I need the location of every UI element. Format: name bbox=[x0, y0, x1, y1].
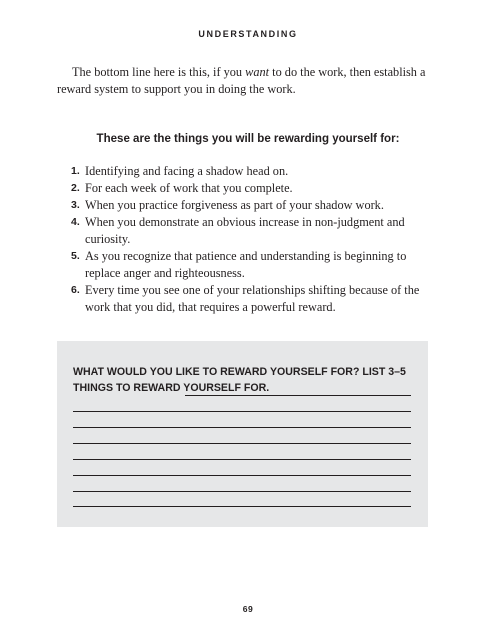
reward-item-2 bbox=[57, 180, 422, 197]
reward-item-1 bbox=[57, 163, 422, 180]
reward-item-3 bbox=[57, 197, 422, 214]
reward-item-4 bbox=[57, 214, 422, 248]
reward-text: As you recognize that patience and understanding is beginning to replace anger and righteousness. bbox=[85, 249, 407, 280]
intro-text-start: The bottom line here is this, if you bbox=[72, 65, 246, 79]
intro-text-end: to do the work, then establish a reward system to support you in doing the work. bbox=[57, 65, 426, 96]
reward-number: 5. bbox=[71, 250, 80, 262]
reward-item-5 bbox=[57, 248, 422, 282]
answer-line-6[interactable] bbox=[73, 475, 411, 476]
answer-line-4[interactable] bbox=[73, 443, 411, 444]
reward-text: When you demonstrate an obvious increase in non-judgment and curiosity. bbox=[85, 215, 405, 246]
page-number: 69 bbox=[242, 604, 254, 614]
reward-text: Identifying and facing a shadow head on. bbox=[85, 164, 289, 178]
reward-text: Every time you see one of your relationships shifting because of the work that you did, that requires a powerful reward. bbox=[85, 283, 420, 314]
reward-text: When you practice forgiveness as part of your shadow work. bbox=[85, 198, 384, 212]
reward-item-6 bbox=[57, 282, 422, 316]
reward-number: 4. bbox=[71, 216, 80, 228]
reward-list bbox=[57, 163, 422, 316]
exercise-prompt: WHAT WOULD YOU LIKE TO REWARD YOURSELF FOR? LIST 3–5 THINGS TO REWARD YOURSELF FOR. bbox=[73, 366, 406, 394]
reward-number: 2. bbox=[71, 182, 80, 194]
exercise-box bbox=[57, 341, 428, 527]
answer-line-1[interactable] bbox=[185, 395, 411, 396]
answer-line-8[interactable] bbox=[73, 506, 411, 507]
intro-paragraph bbox=[57, 64, 452, 98]
running-head: UNDERSTANDING bbox=[198, 29, 298, 39]
answer-line-5[interactable] bbox=[73, 459, 411, 460]
reward-number: 1. bbox=[71, 165, 80, 177]
reward-number: 6. bbox=[71, 284, 80, 296]
answer-line-3[interactable] bbox=[73, 427, 411, 428]
reward-number: 3. bbox=[71, 199, 80, 211]
reward-text: For each week of work that you complete. bbox=[85, 181, 293, 195]
intro-emphasis: want bbox=[245, 65, 270, 79]
answer-line-2[interactable] bbox=[73, 411, 411, 412]
section-heading: These are the things you will be rewarding yourself for: bbox=[96, 131, 400, 145]
answer-line-7[interactable] bbox=[73, 491, 411, 492]
